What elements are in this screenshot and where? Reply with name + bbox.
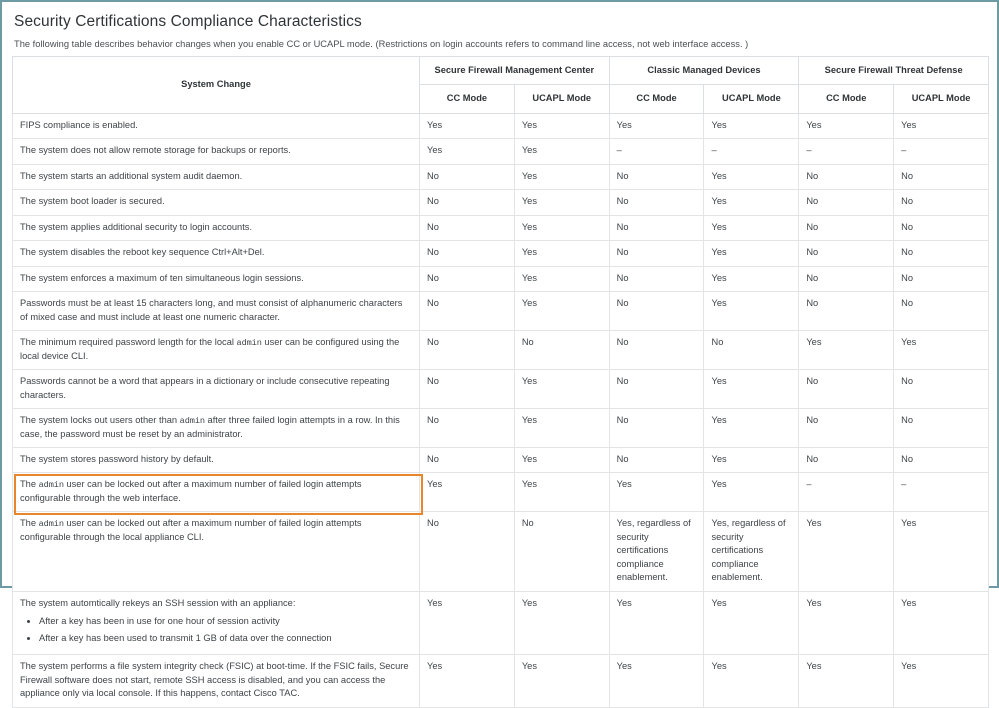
cell-value: Yes: [894, 512, 989, 591]
bullet-item: • After a key has been used to transmit 1 GB of data over the connection: [39, 632, 412, 645]
column-header-ftd-cc-mode: CC Mode: [799, 85, 894, 113]
description-bullet-list: [20, 615, 412, 645]
cell-value: –: [894, 139, 989, 164]
page-subtitle: The following table describes behavior changes when you enable CC or UCAPL mode. (Restrictions on login accounts refers to command line access, not web interface access. ): [14, 39, 749, 49]
cell-value: Yes: [420, 655, 515, 707]
cell-value: No: [609, 215, 704, 240]
column-header-ftd-ucapl-mode: UCAPL Mode: [894, 85, 989, 113]
cell-value: No: [420, 266, 515, 291]
cell-value: Yes: [514, 591, 609, 654]
cell-value: No: [609, 292, 704, 331]
column-group-header-threat-defense: Secure Firewall Threat Defense: [799, 57, 989, 85]
table-row: [13, 331, 989, 370]
cell-value: Yes: [514, 655, 609, 707]
table-row: [13, 591, 989, 654]
cell-value: No: [894, 370, 989, 409]
row-description: [13, 139, 420, 164]
description-text: The system enforces a maximum of ten simultaneous login sessions.: [20, 272, 304, 283]
cell-value: Yes: [420, 591, 515, 654]
cell-value: No: [799, 190, 894, 215]
row-description: [13, 164, 420, 189]
cell-value: No: [894, 409, 989, 448]
row-description: [13, 292, 420, 331]
cell-value: No: [420, 370, 515, 409]
column-group-header-classic-devices: Classic Managed Devices: [609, 57, 799, 85]
table-row: [13, 241, 989, 266]
description-text: Passwords must be at least 15 characters long, and must consist of alphanumeric characters of mixed case and must include at least one numeric character.: [20, 298, 403, 322]
cell-value: Yes: [514, 292, 609, 331]
bullet-item: • After a key has been in use for one hour of session activity: [39, 615, 412, 628]
description-text: FIPS compliance is enabled.: [20, 119, 138, 130]
cell-value: No: [799, 447, 894, 472]
cell-value: No: [420, 331, 515, 370]
cell-value: No: [609, 447, 704, 472]
cell-value: Yes: [514, 447, 609, 472]
table-row: [13, 409, 989, 448]
cell-value: Yes: [609, 591, 704, 654]
table-head: [13, 57, 989, 114]
column-header-classic-cc-mode: CC Mode: [609, 85, 704, 113]
cell-value: No: [609, 409, 704, 448]
cell-value: No: [894, 164, 989, 189]
cell-value: Yes: [514, 139, 609, 164]
cell-value: No: [609, 241, 704, 266]
description-text: The system performs a file system integrity check (FSIC) at boot-time. If the FSIC fails, Secure Firewall software does not start, remote SSH access is disabled, and you can access the appliance only via local console. If this happens, contact Cisco TAC.: [20, 661, 409, 699]
cell-value: –: [894, 473, 989, 512]
cell-value: No: [799, 241, 894, 266]
cell-value: No: [514, 512, 609, 591]
cell-value: Yes: [894, 331, 989, 370]
cell-value: Yes: [514, 113, 609, 138]
cell-value: No: [420, 409, 515, 448]
description-text: The minimum required password length for the local: [20, 337, 237, 348]
description-text: The system disables the reboot key sequence Ctrl+Alt+Del.: [20, 247, 265, 258]
description-text: user can be locked out after a maximum number of failed login attempts configurable through the web interface.: [20, 479, 362, 503]
cell-value: No: [799, 215, 894, 240]
cell-value: Yes: [704, 113, 799, 138]
cell-value: No: [799, 266, 894, 291]
cell-value: Yes, regardless of security certifications compliance enablement.: [704, 512, 799, 591]
table-row: [13, 512, 989, 591]
cell-value: Yes: [799, 331, 894, 370]
description-text: The system applies additional security to login accounts.: [20, 221, 253, 232]
cell-value: Yes: [894, 591, 989, 654]
row-description: [13, 370, 420, 409]
cell-value: Yes: [704, 655, 799, 707]
cell-value: Yes: [704, 266, 799, 291]
column-group-header-fmc: Secure Firewall Management Center: [420, 57, 610, 85]
row-description: [13, 473, 420, 512]
cell-value: No: [420, 292, 515, 331]
cell-value: Yes: [420, 473, 515, 512]
cell-value: Yes: [704, 409, 799, 448]
cell-value: No: [514, 331, 609, 370]
cell-value: Yes: [799, 512, 894, 591]
column-header-classic-ucapl-mode: UCAPL Mode: [704, 85, 799, 113]
cell-value: No: [609, 331, 704, 370]
table-body: [13, 113, 989, 707]
cell-value: No: [420, 512, 515, 591]
cell-value: No: [420, 447, 515, 472]
row-description: [13, 266, 420, 291]
cell-value: Yes: [704, 292, 799, 331]
row-description: [13, 447, 420, 472]
description-text: The system does not allow remote storage for backups or reports.: [20, 145, 291, 156]
inline-code: admin: [179, 416, 205, 427]
table-row: [13, 266, 989, 291]
cell-value: –: [799, 139, 894, 164]
table-row: [13, 164, 989, 189]
cell-value: Yes: [514, 473, 609, 512]
cell-value: Yes: [704, 447, 799, 472]
cell-value: Yes: [704, 215, 799, 240]
cell-value: Yes: [514, 190, 609, 215]
row-description: [13, 190, 420, 215]
column-header-fmc-cc-mode: CC Mode: [420, 85, 515, 113]
cell-value: No: [420, 215, 515, 240]
cell-value: Yes: [894, 655, 989, 707]
cell-value: No: [894, 266, 989, 291]
cell-value: No: [609, 164, 704, 189]
cell-value: Yes: [514, 266, 609, 291]
description-text: The: [20, 479, 39, 490]
cell-value: Yes: [799, 591, 894, 654]
table-row: [13, 190, 989, 215]
cell-value: Yes: [514, 164, 609, 189]
cell-value: No: [420, 241, 515, 266]
description-text: user can be locked out after a maximum number of failed login attempts configurable through the local appliance CLI.: [20, 518, 362, 542]
cell-value: –: [799, 473, 894, 512]
cell-value: No: [609, 266, 704, 291]
cell-value: No: [894, 241, 989, 266]
row-description: [13, 241, 420, 266]
table-row: [13, 113, 989, 138]
cell-value: Yes: [704, 591, 799, 654]
cell-value: –: [609, 139, 704, 164]
cell-value: Yes: [704, 370, 799, 409]
row-description: [13, 331, 420, 370]
cell-value: No: [799, 370, 894, 409]
cell-value: Yes: [799, 113, 894, 138]
document-body: [2, 2, 997, 708]
description-text: The system stores password history by default.: [20, 453, 214, 464]
table-row: [13, 655, 989, 707]
column-header-fmc-ucapl-mode: UCAPL Mode: [514, 85, 609, 113]
cell-value: No: [420, 190, 515, 215]
table-header-group-row: [13, 57, 989, 85]
cell-value: No: [420, 164, 515, 189]
cell-value: Yes: [514, 215, 609, 240]
cell-value: No: [894, 447, 989, 472]
cell-value: –: [704, 139, 799, 164]
row-description: [13, 591, 420, 654]
row-description: [13, 113, 420, 138]
cell-value: No: [799, 409, 894, 448]
table-row: [13, 215, 989, 240]
cell-value: No: [799, 292, 894, 331]
page-title: Security Certifications Compliance Characteristics: [14, 13, 362, 30]
cell-value: Yes: [420, 113, 515, 138]
cell-value: Yes: [420, 139, 515, 164]
cell-value: Yes: [704, 241, 799, 266]
description-text: user can be configured using the local device CLI.: [20, 337, 400, 361]
cell-value: No: [799, 164, 894, 189]
column-header-system-change: System Change: [13, 57, 420, 114]
cell-value: Yes: [704, 164, 799, 189]
cell-value: Yes: [704, 473, 799, 512]
cell-value: No: [894, 190, 989, 215]
table-row: [13, 139, 989, 164]
cell-value: No: [609, 190, 704, 215]
description-text: The system automtically rekeys an SSH session with an appliance:: [20, 597, 296, 608]
description-text: The: [20, 518, 39, 529]
table-row: [13, 370, 989, 409]
inline-code: admin: [236, 338, 262, 349]
cell-value: Yes: [799, 655, 894, 707]
cell-value: No: [894, 292, 989, 331]
inline-code: admin: [38, 519, 64, 530]
cell-value: No: [609, 370, 704, 409]
cell-value: Yes: [704, 190, 799, 215]
cell-value: Yes: [514, 241, 609, 266]
row-description: [13, 409, 420, 448]
cell-value: Yes: [514, 370, 609, 409]
table-row: [13, 447, 989, 472]
cell-value: No: [704, 331, 799, 370]
row-description: [13, 215, 420, 240]
cell-value: Yes, regardless of security certifications compliance enablement.: [609, 512, 704, 591]
table-row: [13, 473, 989, 512]
description-text: Passwords cannot be a word that appears in a dictionary or include consecutive repeating characters.: [20, 376, 390, 400]
compliance-table: [12, 56, 989, 708]
row-description: [13, 655, 420, 707]
description-text: The system boot loader is secured.: [20, 196, 165, 207]
description-text: The system starts an additional system audit daemon.: [20, 170, 243, 181]
description-text: after three failed login attempts in a row. In this case, the password must be reset by an administrator.: [20, 415, 400, 439]
cell-value: No: [894, 215, 989, 240]
cell-value: Yes: [609, 113, 704, 138]
inline-code: admin: [38, 480, 64, 491]
table-row: [13, 292, 989, 331]
cell-value: Yes: [609, 473, 704, 512]
cell-value: Yes: [894, 113, 989, 138]
cell-value: Yes: [609, 655, 704, 707]
cell-value: Yes: [514, 409, 609, 448]
row-description: [13, 512, 420, 591]
description-text: The system locks out users other than: [20, 415, 180, 426]
